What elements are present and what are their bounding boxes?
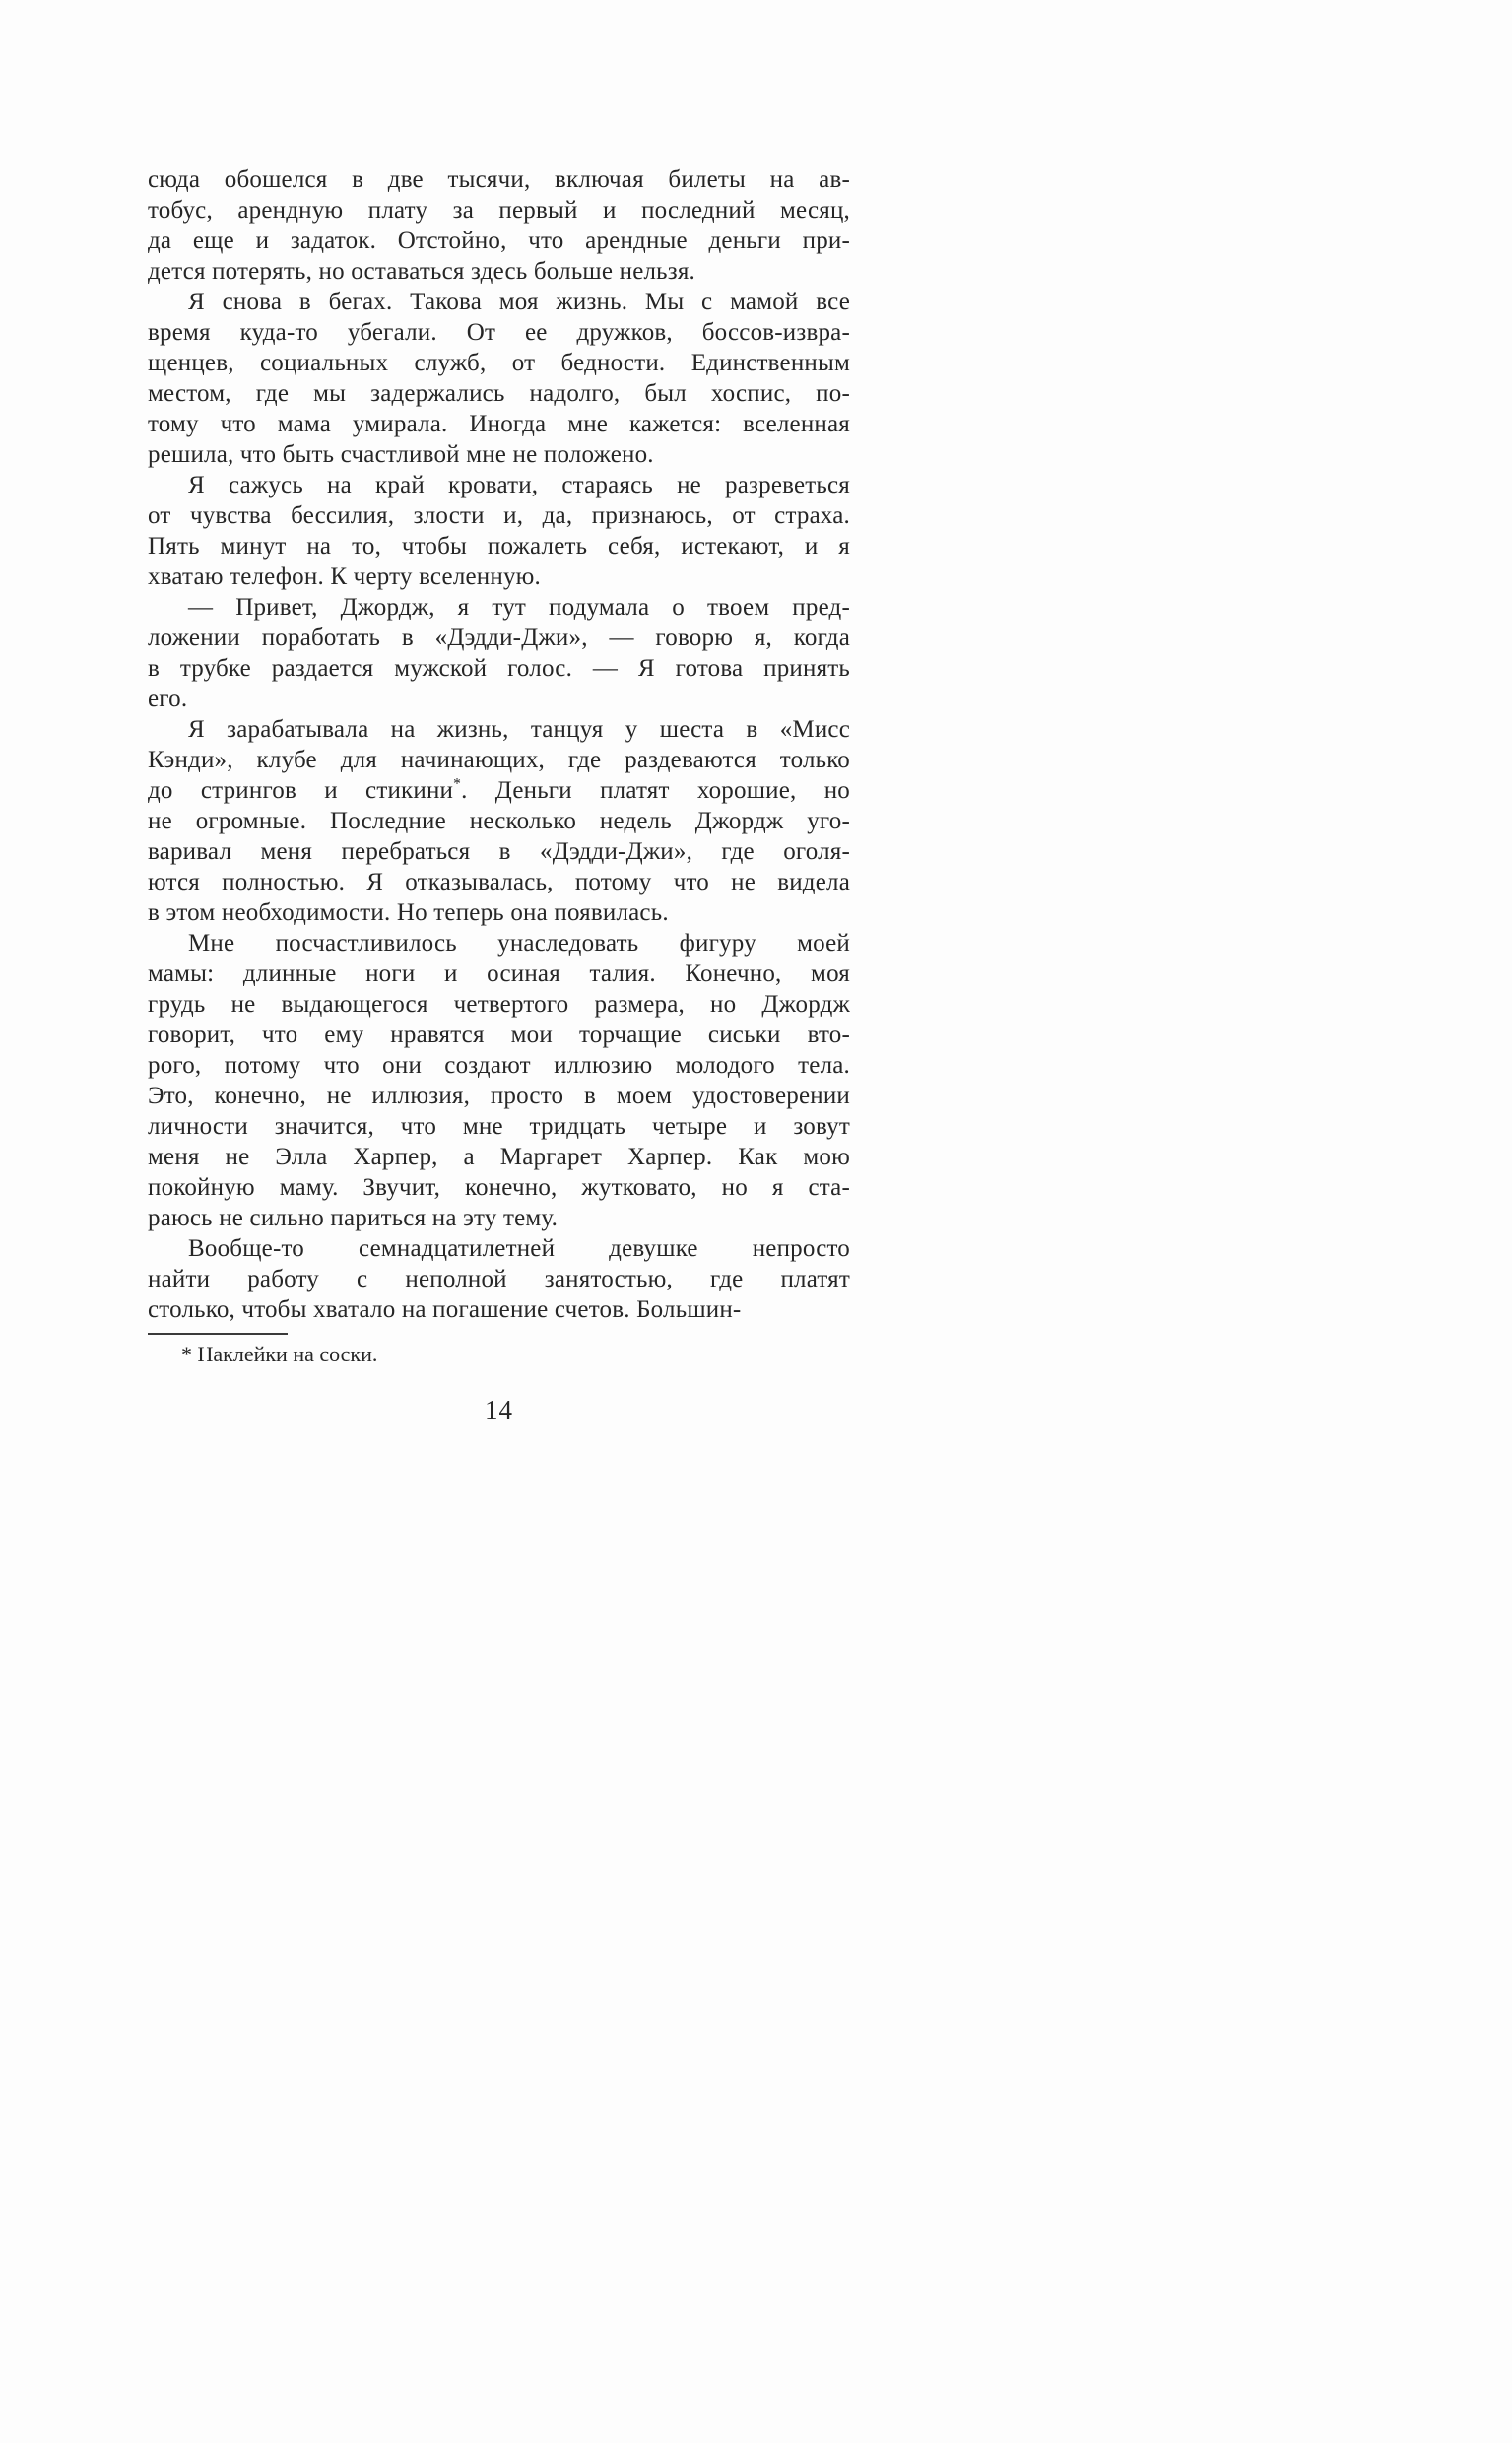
text-line: — Привет, Джордж, я тут подумала о твоем пред- bbox=[188, 594, 850, 621]
text-line: покойную маму. Звучит, конечно, жутковато, но я ста- bbox=[148, 1174, 850, 1201]
text-line: время куда-то убегали. От ее дружков, боссов-извра- bbox=[148, 319, 850, 346]
text-line: дется потерять, но оставаться здесь больше нельзя. bbox=[148, 258, 696, 285]
text-line: Пять минут на то, чтобы пожалеть себя, истекают, и я bbox=[148, 533, 850, 560]
book-page bbox=[148, 165, 850, 1425]
text-line: в этом необходимости. Но теперь она появилась. bbox=[148, 899, 669, 926]
footnote-separator bbox=[148, 1333, 288, 1335]
text-line: хватаю телефон. К черту вселенную. bbox=[148, 563, 541, 590]
page-number: 14 bbox=[485, 1395, 513, 1424]
text-line: меня не Элла Харпер, а Маргарет Харпер. Как мою bbox=[148, 1144, 850, 1170]
text-line: да еще и задаток. Отстойно, что арендные деньги при- bbox=[148, 228, 850, 254]
text-line: ложении поработать в «Дэдди-Джи», — говорю я, когда bbox=[148, 625, 850, 651]
text-line: столько, чтобы хватало на погашение счетов. Большин- bbox=[148, 1296, 742, 1323]
text-line: Я сажусь на край кровати, стараясь не разреветься bbox=[188, 472, 850, 498]
text-line: от чувства бессилия, злости и, да, признаюсь, от страха. bbox=[148, 502, 850, 529]
text-line: щенцев, социальных служб, от бедности. Единственным bbox=[148, 350, 850, 376]
text-line: раюсь не сильно париться на эту тему. bbox=[148, 1205, 559, 1231]
text-line: Это, конечно, не иллюзия, просто в моем удостоверении bbox=[148, 1083, 850, 1109]
text-line: мамы: длинные ноги и осиная талия. Конечно, моя bbox=[148, 960, 850, 987]
text-line: его. bbox=[148, 686, 188, 712]
text-line: ются полностью. Я отказывалась, потому что не видела bbox=[148, 869, 850, 895]
text-line: варивал меня перебраться в «Дэдди-Джи», где оголя- bbox=[148, 838, 850, 865]
text-line: тому что мама умирала. Иногда мне кажется: вселенная bbox=[148, 411, 850, 437]
text-line: решила, что быть счастливой мне не положено. bbox=[148, 441, 654, 468]
text-line: не огромные. Последние несколько недель Джордж уго- bbox=[148, 808, 850, 834]
footnote-marker: * bbox=[181, 1342, 192, 1366]
text-line: личности значится, что мне тридцать четыре и зовут bbox=[148, 1113, 850, 1140]
paragraph bbox=[148, 1233, 850, 1325]
text-line: Я снова в бегах. Такова моя жизнь. Мы с мамой все bbox=[188, 289, 850, 315]
paragraph bbox=[148, 714, 850, 928]
paragraph bbox=[148, 592, 850, 714]
paragraph bbox=[148, 470, 850, 592]
footnote bbox=[148, 1341, 850, 1368]
text-line: в трубке раздается мужской голос. — Я готова принять bbox=[148, 655, 850, 682]
text-line: Мне посчастливилось унаследовать фигуру моей bbox=[188, 930, 850, 957]
footnote-text: Наклейки на соски. bbox=[197, 1342, 378, 1366]
text-line: рого, потому что они создают иллюзию молодого тела. bbox=[148, 1052, 850, 1079]
paragraph bbox=[148, 287, 850, 470]
paragraph bbox=[148, 165, 850, 287]
text-line: грудь не выдающегося четвертого размера, но Джордж bbox=[148, 991, 850, 1018]
text-line: Кэнди», клубе для начинающих, где раздеваются только bbox=[148, 747, 850, 773]
page-text-block bbox=[148, 165, 850, 1325]
text-line: Я зарабатывала на жизнь, танцуя у шеста в «Мисс bbox=[188, 716, 850, 743]
footnote-reference: * bbox=[453, 775, 462, 793]
text-line: найти работу с неполной занятостью, где платят bbox=[148, 1266, 850, 1292]
text-line: Вообще-то семнадцатилетней девушке непросто bbox=[188, 1235, 850, 1262]
paragraph bbox=[148, 928, 850, 1233]
text-line: до стрингов и стикини*. Деньги платят хорошие, но bbox=[148, 775, 850, 804]
text-line: тобус, арендную плату за первый и последний месяц, bbox=[148, 197, 850, 224]
text-line: местом, где мы задержались надолго, был хоспис, по- bbox=[148, 380, 850, 407]
text-line: говорит, что ему нравятся мои торчащие сиськи вто- bbox=[148, 1022, 850, 1048]
text-line: сюда обошелся в две тысячи, включая билеты на ав- bbox=[148, 166, 850, 193]
